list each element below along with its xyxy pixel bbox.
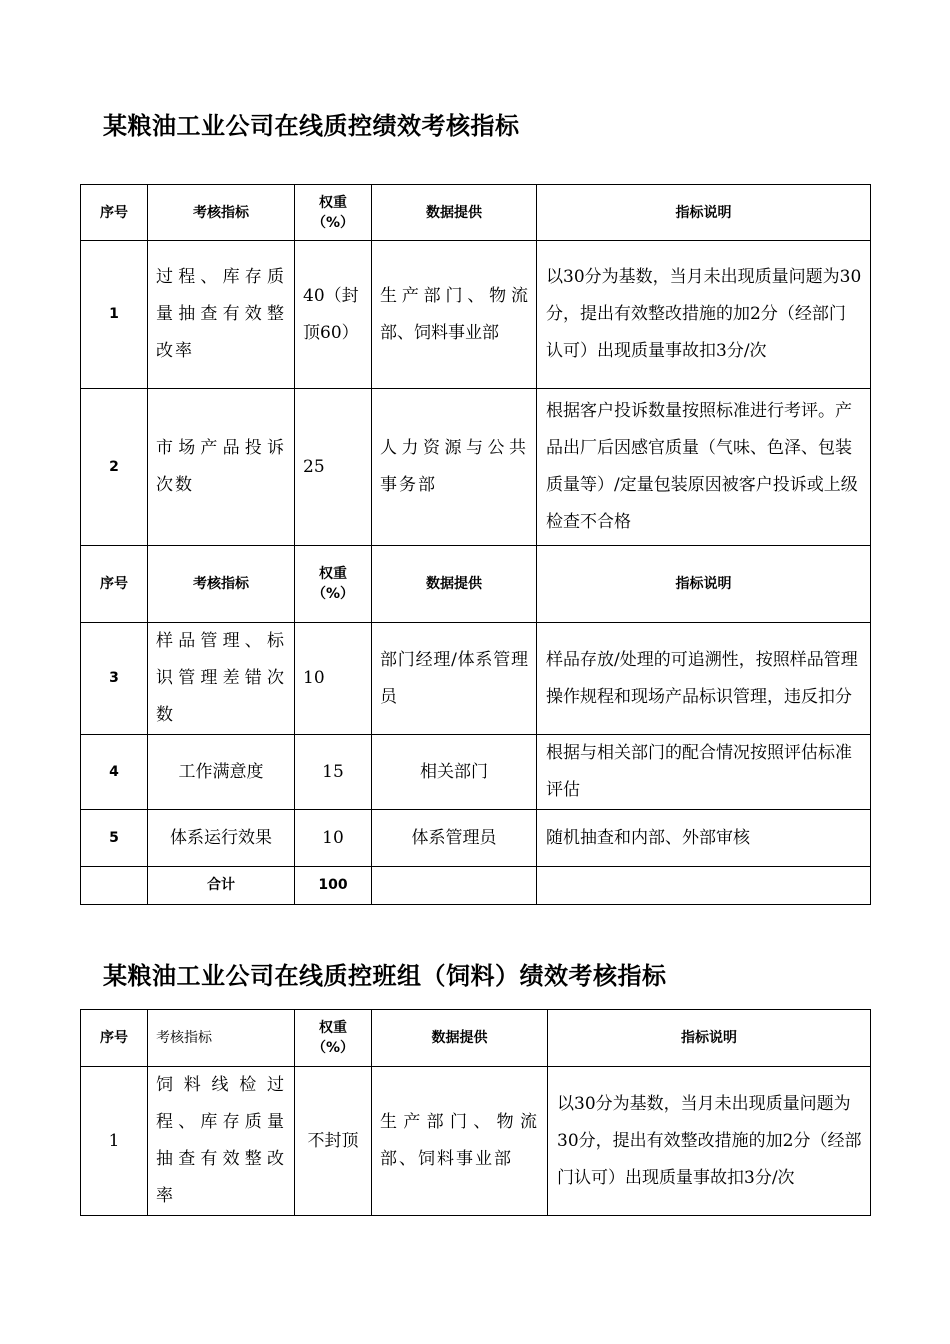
row-data-source: 生产部门、物流部、饲料事业部	[372, 241, 537, 389]
row-description: 样品存放/处理的可追溯性，按照样品管理操作规程和现场产品标识管理，违反扣分	[537, 623, 871, 735]
row-description: 以30分为基数，当月未出现质量问题为30分，提出有效整改措施的加2分（经部门认可）出现质量事故扣3分/次	[548, 1067, 871, 1216]
total-value: 100	[295, 867, 372, 905]
row-seq: 1	[81, 1067, 148, 1216]
total-label: 合计	[148, 867, 295, 905]
table-row	[81, 810, 871, 867]
header-indicator: 考核指标	[148, 546, 295, 623]
header-seq: 序号	[81, 546, 148, 623]
row-indicator: 工作满意度	[148, 735, 295, 810]
total-empty-cell	[537, 867, 871, 905]
row-description: 以30分为基数，当月未出现质量问题为30分，提出有效整改措施的加2分（经部门认可）出现质量事故扣3分/次	[537, 241, 871, 389]
header-seq: 序号	[81, 1010, 148, 1067]
row-indicator: 饲料线检过程、库存质量抽查有效整改率	[148, 1067, 295, 1216]
header-data-source: 数据提供	[372, 1010, 548, 1067]
row-seq: 4	[81, 735, 148, 810]
row-data-source: 生产部门、物流部、饲料事业部	[372, 1067, 548, 1216]
table-header-row	[81, 546, 871, 623]
row-indicator: 过程、库存质量抽查有效整改率	[148, 241, 295, 389]
table-row	[81, 735, 871, 810]
row-seq: 2	[81, 389, 148, 546]
table-row	[81, 389, 871, 546]
row-weight: 40（封顶60）	[295, 241, 372, 389]
row-seq: 5	[81, 810, 148, 867]
row-seq: 1	[81, 241, 148, 389]
table-row	[81, 241, 871, 389]
row-description: 根据客户投诉数量按照标准进行考评。产品出厂后因感官质量（气味、色泽、包装质量等）/定量包装原因被客户投诉或上级检查不合格	[537, 389, 871, 546]
row-weight: 10	[295, 623, 372, 735]
row-data-source: 人力资源与公共事务部	[372, 389, 537, 546]
header-data-source: 数据提供	[372, 185, 537, 241]
header-description: 指标说明	[548, 1010, 871, 1067]
header-weight: 权重 （%）	[295, 1010, 372, 1067]
total-row	[81, 867, 871, 905]
row-indicator: 市场产品投诉次数	[148, 389, 295, 546]
total-empty-cell	[81, 867, 148, 905]
page-title-table1: 某粮油工业公司在线质控绩效考核指标	[103, 112, 520, 140]
header-description: 指标说明	[537, 546, 871, 623]
header-description: 指标说明	[537, 185, 871, 241]
row-description: 根据与相关部门的配合情况按照评估标准评估	[537, 735, 871, 810]
table-header-row	[81, 1010, 871, 1067]
row-indicator: 样品管理、标识管理差错次数	[148, 623, 295, 735]
header-indicator: 考核指标	[148, 185, 295, 241]
row-description: 随机抽查和内部、外部审核	[537, 810, 871, 867]
header-indicator: 考核指标	[148, 1010, 295, 1067]
row-weight: 不封顶	[295, 1067, 372, 1216]
table-row	[81, 1067, 871, 1216]
row-data-source: 相关部门	[372, 735, 537, 810]
total-empty-cell	[372, 867, 537, 905]
row-indicator: 体系运行效果	[148, 810, 295, 867]
table-row	[81, 623, 871, 735]
row-data-source: 体系管理员	[372, 810, 537, 867]
table-header-row	[81, 185, 871, 241]
row-data-source: 部门经理/体系管理员	[372, 623, 537, 735]
header-data-source: 数据提供	[372, 546, 537, 623]
page-title-table2: 某粮油工业公司在线质控班组（饲料）绩效考核指标	[103, 962, 667, 990]
kpi-table-1	[80, 184, 871, 905]
row-weight: 10	[295, 810, 372, 867]
row-weight: 15	[295, 735, 372, 810]
row-weight: 25	[295, 389, 372, 546]
kpi-table-2	[80, 1009, 871, 1216]
header-weight: 权重 （%）	[295, 185, 372, 241]
header-seq: 序号	[81, 185, 148, 241]
header-weight: 权重 （%）	[295, 546, 372, 623]
row-seq: 3	[81, 623, 148, 735]
